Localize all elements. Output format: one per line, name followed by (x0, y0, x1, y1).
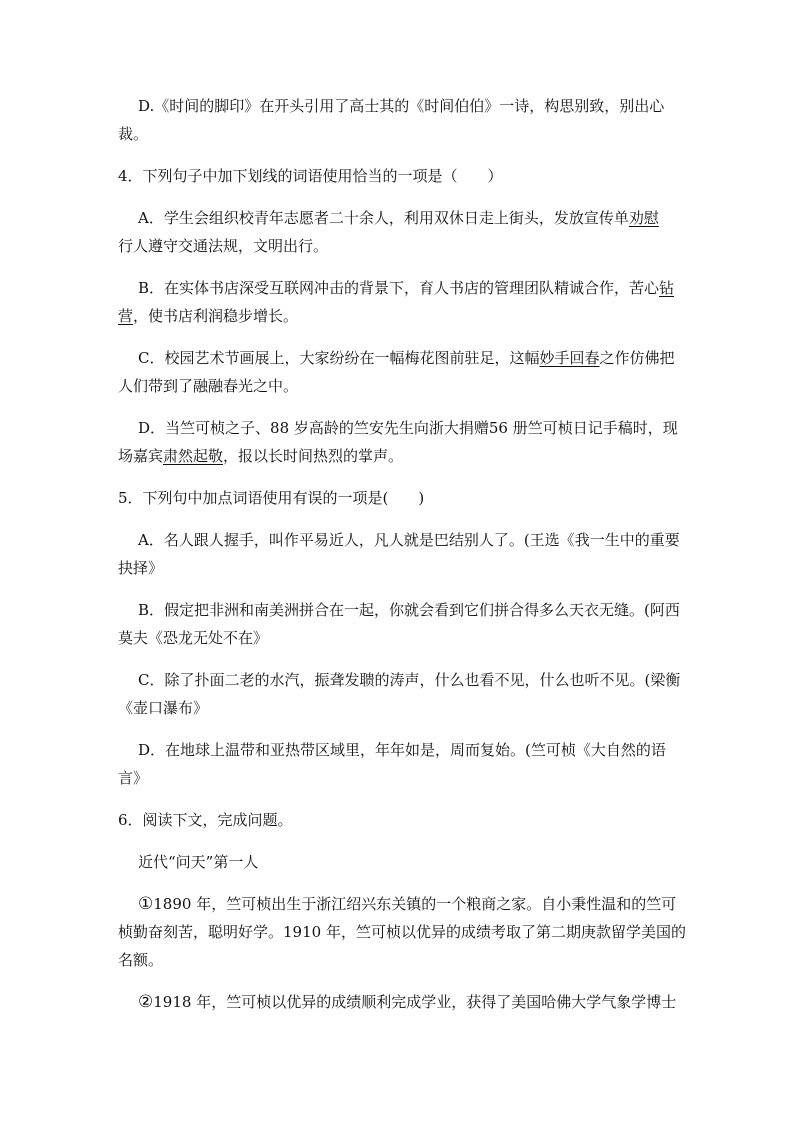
passage-paragraph-2-line1 (138, 992, 676, 1012)
q4-option-b-line1 (138, 278, 674, 298)
paragraph-1-text: 1890 年，竺可桢出生于浙江绍兴东关镇的一个粮商之家。自小秉性温和的竺可 (153, 895, 677, 913)
q3-option-d-line2: 裁。 (118, 125, 149, 143)
q5-option-b-line1: B．假定把非洲和南美洲拼合在一起，你就会看到它们拼合得多么天衣无缝。(阿西 (138, 601, 680, 619)
q4-option-b-line2 (118, 306, 298, 326)
q4-option-a-line1 (138, 208, 659, 228)
q4-option-d-text-2: ，报以长时间热烈的掌声。 (223, 447, 404, 465)
q4-option-b-underlined-1: 钻 (659, 279, 675, 297)
question-6-stem: 6．阅读下文，完成问题。 (118, 811, 293, 829)
question-5-stem: 5．下列句中加点词语使用有误的一项是( ) (118, 489, 425, 507)
q4-option-a-line2: 行人遵守交通法规，文明出行。 (118, 237, 329, 255)
q5-option-a-line2: 抉择》 (118, 559, 164, 577)
q4-option-d-text: 场嘉宾 (118, 447, 164, 465)
q4-option-c-text: C．校园艺术节画展上，大家纷纷在一幅梅花图前驻足，这幅 (138, 349, 540, 367)
q4-option-b-underlined-2: 营 (118, 307, 134, 325)
question-4-stem: 4．下列句子中加下划线的词语使用恰当的一项是（ ） (118, 167, 503, 185)
paragraph-2-number: ② (138, 992, 154, 1012)
q4-option-d-line1: D．当竺可桢之子、88 岁高龄的竺安先生向浙大捐赠56 册竺可桢日记手稿时，现 (138, 419, 678, 437)
paragraph-1-number: ① (138, 894, 154, 914)
q4-option-c-line1 (138, 348, 675, 368)
q4-option-a-underlined: 劝慰 (628, 209, 659, 227)
q4-option-c-line2: 人们带到了融融春光之中。 (118, 377, 299, 395)
passage-paragraph-1-line1 (138, 894, 676, 914)
passage-paragraph-1-line2: 桢勤奋刻苦，聪明好学。1910 年，竺可桢以优异的成绩考取了第二期庚款留学美国的 (118, 923, 686, 941)
q5-option-c-line1: C．除了扑面二老的水汽，振聋发聩的涛声，什么也看不见，什么也听不见。(梁衡 (138, 671, 681, 689)
q4-option-a-text: A．学生会组织校青年志愿者二十余人，利用双休日走上街头，发放宣传单 (138, 209, 629, 227)
q4-option-c-underlined: 妙手回春 (539, 349, 600, 367)
q4-option-c-text-2: 之作仿佛把 (599, 349, 675, 367)
passage-title: 近代“问天”第一人 (138, 853, 259, 871)
q5-option-d-line2: 言》 (118, 769, 149, 787)
paragraph-2-text: 1918 年，竺可桢以优异的成绩顺利完成学业，获得了美国哈佛大学气象学博士 (153, 993, 677, 1011)
q3-option-d-line1: D.《时间的脚印》在开头引用了高士其的《时间伯伯》一诗，构思别致，别出心 (138, 97, 665, 115)
q5-option-c-line2: 《壶口瀑布》 (118, 699, 209, 717)
q4-option-d-underlined: 肃然起敬 (163, 447, 224, 465)
q4-option-d-line2 (118, 446, 403, 466)
q5-option-a-line1: A．名人跟人握手，叫作平易近人，凡人就是巴结别人了。(王选《我一生中的重要 (138, 531, 680, 549)
q4-option-b-text: B．在实体书店深受互联网冲击的背景下，育人书店的管理团队精诚合作，苦心 (138, 279, 660, 297)
passage-paragraph-1-line3: 名额。 (118, 951, 164, 969)
q4-option-b-text-2: ，使书店利润稳步增长。 (133, 307, 299, 325)
q5-option-b-line2: 莫夫《恐龙无处不在》 (118, 629, 269, 647)
q5-option-d-line1: D．在地球上温带和亚热带区域里，年年如是，周而复始。(竺可桢《大自然的语 (138, 741, 666, 759)
